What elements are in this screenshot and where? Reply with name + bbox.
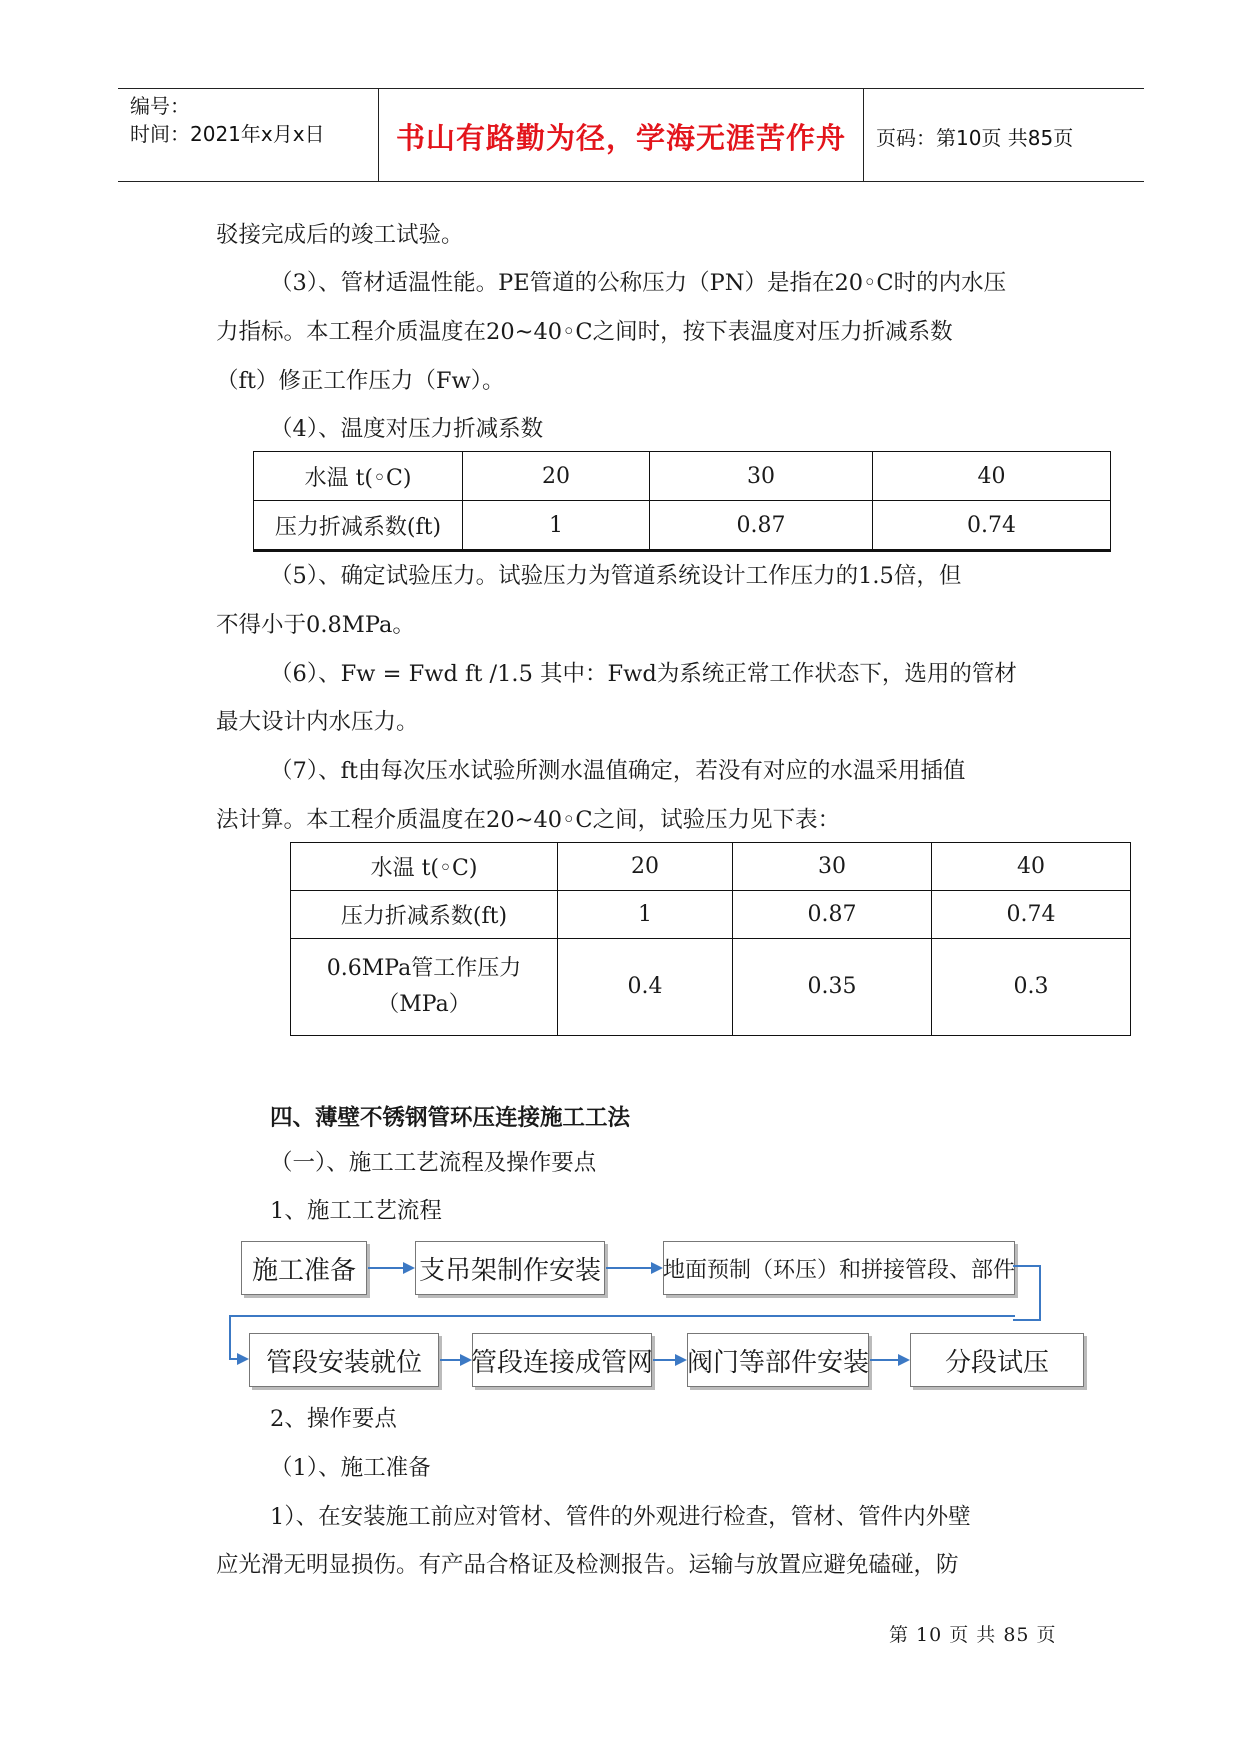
flow-step: 管段连接成管网 [472, 1333, 652, 1387]
table-cell: 0.87 [733, 891, 932, 939]
table-cell: 30 [650, 452, 873, 501]
paragraph-line: 最大设计内水压力。 [216, 709, 419, 735]
table-cell: 0.35 [733, 939, 932, 1036]
table-row [291, 939, 1131, 1036]
paragraph-line: 力指标。本工程介质温度在20~40◦C之间时，按下表温度对压力折减系数 [216, 319, 953, 345]
table-row [254, 501, 1111, 551]
table-cell: 20 [463, 452, 650, 501]
cell-line: 0.6MPa管工作压力 [326, 956, 522, 981]
cell-line: （MPa） [377, 992, 471, 1017]
table-cell: 1 [558, 891, 733, 939]
paragraph-line: 驳接完成后的竣工试验。 [216, 222, 464, 248]
table-cell: 0.87 [650, 501, 873, 551]
flow-step: 支吊架制作安装 [415, 1241, 605, 1295]
table-cell [291, 939, 558, 1036]
test-pressure-table [290, 842, 1131, 1036]
header-top-rule [118, 88, 1144, 89]
flow-arrow [368, 1267, 413, 1269]
table-cell: 0.4 [558, 939, 733, 1036]
table-row [291, 843, 1131, 891]
table-cell: 水温 t(◦C) [291, 843, 558, 891]
flow-arrow [606, 1267, 661, 1269]
table-cell: 1 [463, 501, 650, 551]
table-cell: 压力折减系数(ft) [291, 891, 558, 939]
header-bottom-rule [118, 181, 1144, 182]
table-row [254, 452, 1111, 501]
flow-connector [229, 1315, 231, 1360]
flow-arrow [440, 1359, 470, 1361]
table-cell: 30 [733, 843, 932, 891]
table-cell: 压力折减系数(ft) [254, 501, 463, 551]
page-footer: 第 10 页 共 85 页 [889, 1624, 1057, 1646]
paragraph-line: （5）、确定试验压力。试验压力为管道系统设计工作压力的1.5倍，但 [270, 563, 962, 589]
table-row [291, 891, 1131, 939]
flow-arrow [870, 1359, 908, 1361]
flow-step: 施工准备 [241, 1241, 367, 1295]
flow-arrow [653, 1359, 685, 1361]
paragraph-line: （7）、ft由每次压水试验所测水温值确定，若没有对应的水温采用插值 [270, 758, 966, 784]
section-heading: 四、薄壁不锈钢管环压连接施工工法 [270, 1105, 631, 1131]
subheading: 1、施工工艺流程 [270, 1198, 442, 1224]
table-cell: 20 [558, 843, 733, 891]
subheading: 2、操作要点 [270, 1406, 397, 1432]
flow-arrow [229, 1358, 247, 1360]
header-divider-left [378, 88, 379, 181]
flow-step: 管段安装就位 [249, 1333, 439, 1387]
paragraph-line: （4）、温度对压力折减系数 [270, 416, 544, 442]
temperature-reduction-table [253, 451, 1111, 552]
paragraph-line: 应光滑无明显损伤。有产品合格证及检测报告。运输与放置应避免磕碰，防 [216, 1552, 959, 1578]
flow-step: 地面预制（环压）和拼接管段、部件 [663, 1241, 1015, 1295]
subheading: （一）、施工工艺流程及操作要点 [270, 1150, 597, 1176]
flow-step: 阀门等部件安装 [687, 1333, 869, 1387]
header-meta [130, 92, 325, 148]
header-page-info: 页码：第10页 共85页 [876, 126, 1074, 150]
paragraph-line: （ft）修正工作压力（Fw）。 [216, 368, 505, 394]
serial-label: 编号： [130, 94, 190, 118]
flow-connector [1013, 1265, 1041, 1321]
flow-connector [229, 1315, 1015, 1317]
table-cell: 0.74 [932, 891, 1131, 939]
paragraph-line: （6）、Fw = Fwd ft /1.5 其中：Fwd为系统正常工作状态下，选用的管材 [270, 661, 1017, 687]
paragraph-line: 1）、在安装施工前应对管材、管件的外观进行检查，管材、管件内外壁 [270, 1504, 971, 1530]
table-cell: 水温 t(◦C) [254, 452, 463, 501]
table-cell: 0.74 [873, 501, 1111, 551]
time-label: 时间：2021年x月x日 [130, 122, 325, 146]
paragraph-line: 不得小于0.8MPa。 [216, 612, 415, 638]
table-cell: 40 [932, 843, 1131, 891]
header-divider-right [863, 88, 864, 181]
table-cell: 40 [873, 452, 1111, 501]
paragraph-line: 法计算。本工程介质温度在20~40◦C之间，试验压力见下表： [216, 807, 841, 833]
subheading: （1）、施工准备 [270, 1455, 431, 1481]
flow-step: 分段试压 [910, 1333, 1084, 1387]
table-cell: 0.3 [932, 939, 1131, 1036]
header-motto: 书山有路勤为径，学海无涯苦作舟 [395, 121, 846, 155]
paragraph-line: （3）、管材适温性能。PE管道的公称压力（PN）是指在20◦C时的内水压 [270, 270, 1007, 296]
